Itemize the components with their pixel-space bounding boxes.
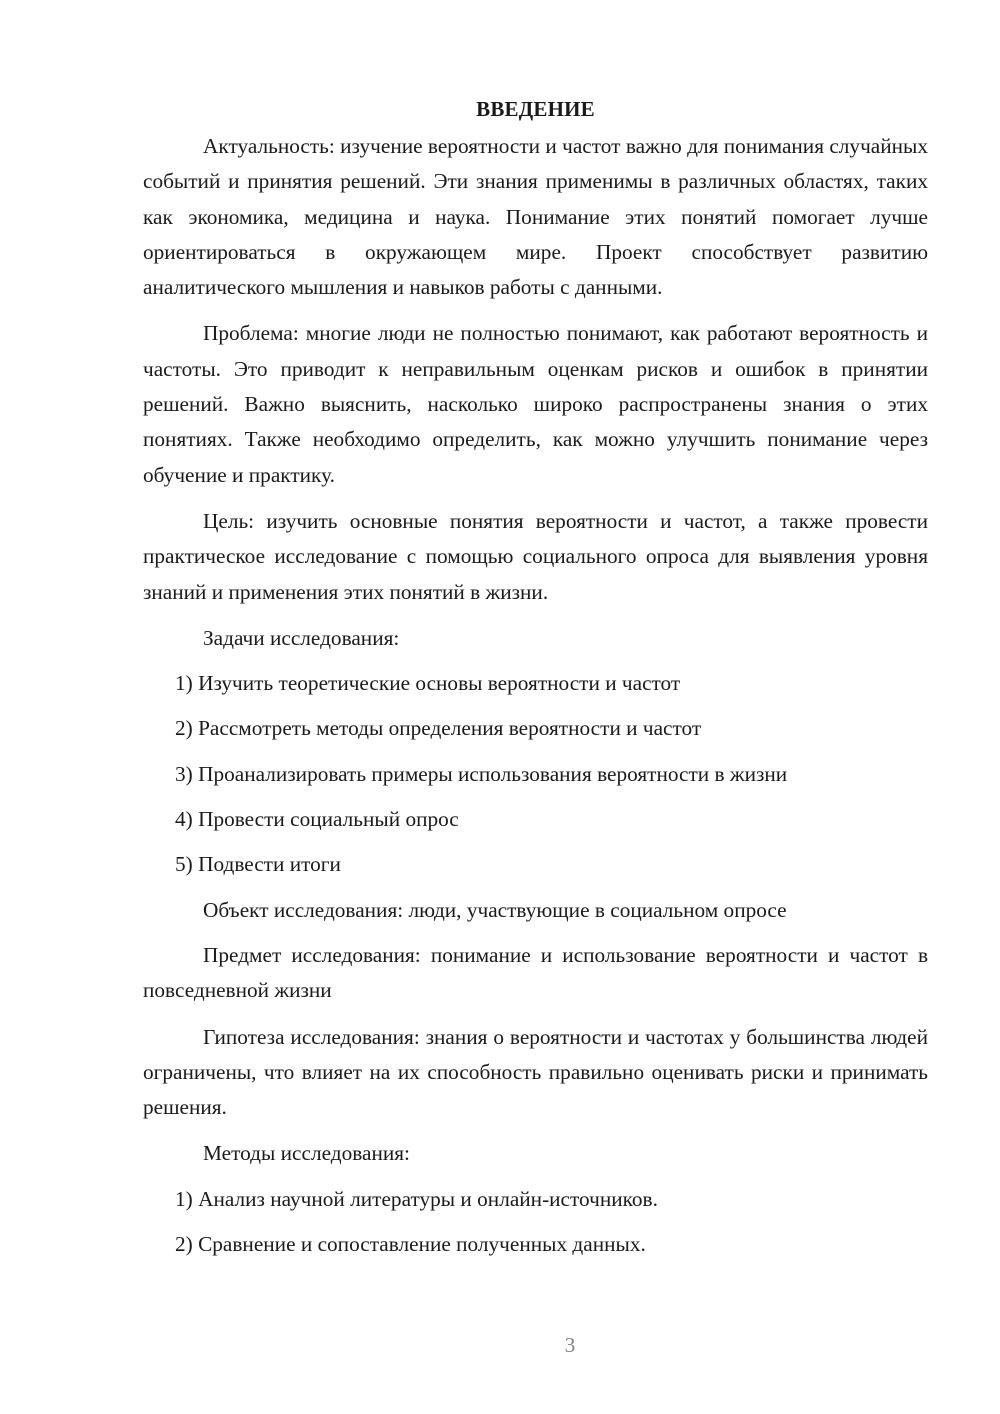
list-item: 3) Проанализировать примеры использования вероятности в жизни (175, 761, 788, 786)
list-item: 2) Сравнение и сопоставление полученных данных. (175, 1232, 646, 1257)
tasks-heading: Задачи исследования: (203, 625, 400, 650)
tasks-list (143, 666, 928, 882)
object-paragraph: Объект исследования: люди, участвующие в социальном опросе (203, 897, 787, 922)
relevance-paragraph: Актуальность: изучение вероятности и частот важно для понимания случайных событий и принятия решений. Эти знания применимы в различных областях, таких как экономика, медицина и наука. Понимание этих понятий помогает лучше ориентироваться в окружающем мире. Проект способствует развитию аналитического мышления и навыков работы с данными. (143, 134, 928, 300)
methods-list (143, 1182, 928, 1263)
list-item: 1) Анализ научной литературы и онлайн-источников. (175, 1186, 658, 1211)
list-item: 4) Провести социальный опрос (175, 807, 459, 832)
methods-heading: Методы исследования: (203, 1141, 410, 1166)
subject-paragraph: Предмет исследования: понимание и использование вероятности и частот в повседневной жизни (143, 942, 928, 1003)
page-number: 3 (564, 1333, 576, 1357)
list-item: 5) Подвести итоги (175, 852, 341, 877)
hypothesis-paragraph: Гипотеза исследования: знания о вероятности и частотах у большинства людей ограничены, что влияет на их способность правильно оценивать риски и принимать решения. (143, 1024, 928, 1120)
problem-paragraph: Проблема: многие люди не полностью понимают, как работают вероятность и частоты. Это приводит к неправильным оценкам рисков и ошибок в принятии решений. Важно выяснить, насколько широко распространены знания о этих понятиях. Также необходимо определить, как можно улучшить понимание через обучение и практику. (143, 321, 928, 487)
page-title: ВВЕДЕНИЕ (476, 97, 595, 121)
list-item: 1) Изучить теоретические основы вероятности и частот (175, 671, 681, 696)
document-page (143, 92, 928, 1272)
list-item: 2) Рассмотреть методы определения вероятности и частот (175, 716, 702, 741)
goal-paragraph: Цель: изучить основные понятия вероятности и частот, а также провести практическое исследование с помощью социального опроса для выявления уровня знаний и применения этих понятий в жизни. (143, 508, 928, 604)
